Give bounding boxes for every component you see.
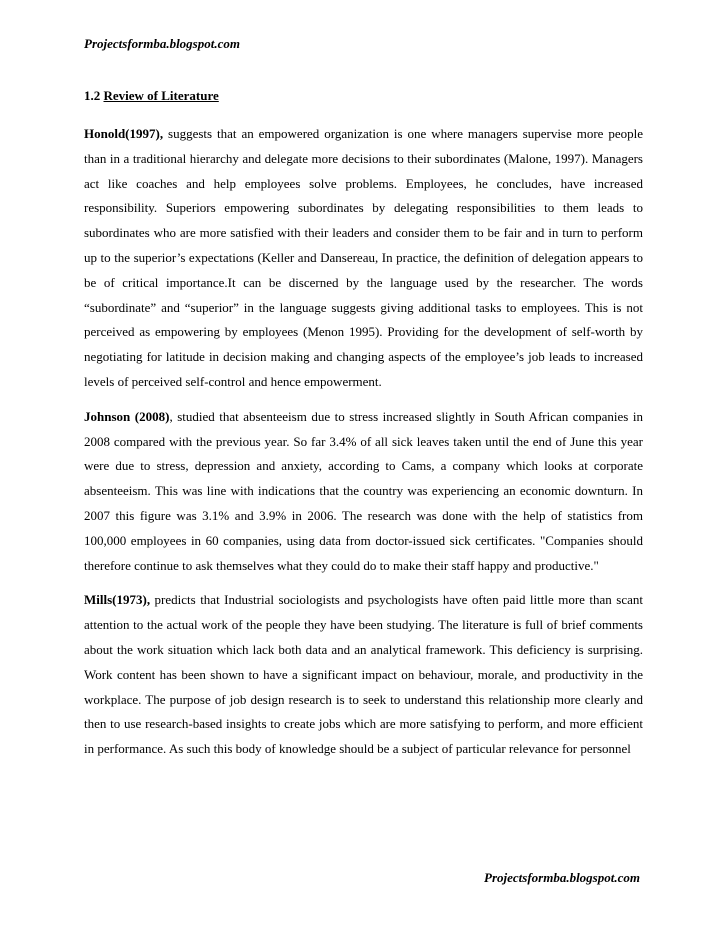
paragraph-mills: [84, 588, 643, 762]
section-heading: [84, 88, 219, 104]
page-footer: Projectsformba.blogspot.com: [484, 870, 640, 885]
paragraph-author: Mills(1973),: [84, 592, 151, 608]
paragraph-text: suggests that an empowered organization is one where managers supervise more people than in a traditional hierarchy and delegate more decisions to their subordinates (Malone, 1997). Managers act like coaches and help employees solve problems. Employees, he concludes, have increased responsibility. Superiors empowering subordinates by delegating responsibilities to them leads to subordinates who are more satisfied with their leaders and consider them to be fair and in turn to perform up to the superior’s expectations (Keller and Dansereau, In practice, the definition of delegation appears to be of critical importance.It can be discerned by the language used by the researcher. The words “subordinate” and “superior” in the language suggests giving additional tasks to employees. This is not perceived as empowering by employees (Menon 1995). Providing for the development of self-worth by negotiating for latitude in decision making and changing aspects of the employee’s job leads to increased levels of perceived self-control and hence empowerment.: [84, 126, 643, 389]
paragraph-text: , studied that absenteeism due to stress increased slightly in South African companies in 2008 compared with the previous year. So far 3.4% of all sick leaves taken until the end of June this year were due to stress, depression and anxiety, according to Cams, a company which looks at corporate absenteeism. This was line with indications that the country was experiencing an economic downturn. In 2007 this figure was 3.1% and 3.9% in 2006. The research was done with the help of statistics from 100,000 employees in 60 companies, using data from doctor-issued sick certificates. "Companies should therefore continue to ask themselves what they could do to make their staff happy and productive.": [84, 408, 643, 573]
paragraph-johnson: [84, 405, 643, 579]
section-number: 1.2: [84, 88, 101, 103]
paragraph-honold: [84, 122, 643, 395]
paragraph-author: Johnson (2008): [84, 408, 170, 424]
paragraph-text: predicts that Industrial sociologists and psychologists have often paid little more than scant attention to the actual work of the people they have been studying. The literature is full of brief comments about the work situation which lack both data and an analytical framework. This deficiency is surprising. Work content has been shown to have a significant impact on behaviour, morale, and productivity in the workplace. The purpose of job design research is to seek to understand this relationship more clearly and then to use research-based insights to create jobs which are more satisfying to perform, and more efficient in performance. As such this body of knowledge should be a subject of particular relevance for personnel: [84, 592, 643, 757]
paragraph-author: Honold(1997),: [84, 126, 164, 141]
document-body: [84, 122, 643, 772]
section-title-text: Review of Literature: [103, 88, 219, 103]
page-header: Projectsformba.blogspot.com: [84, 36, 240, 51]
